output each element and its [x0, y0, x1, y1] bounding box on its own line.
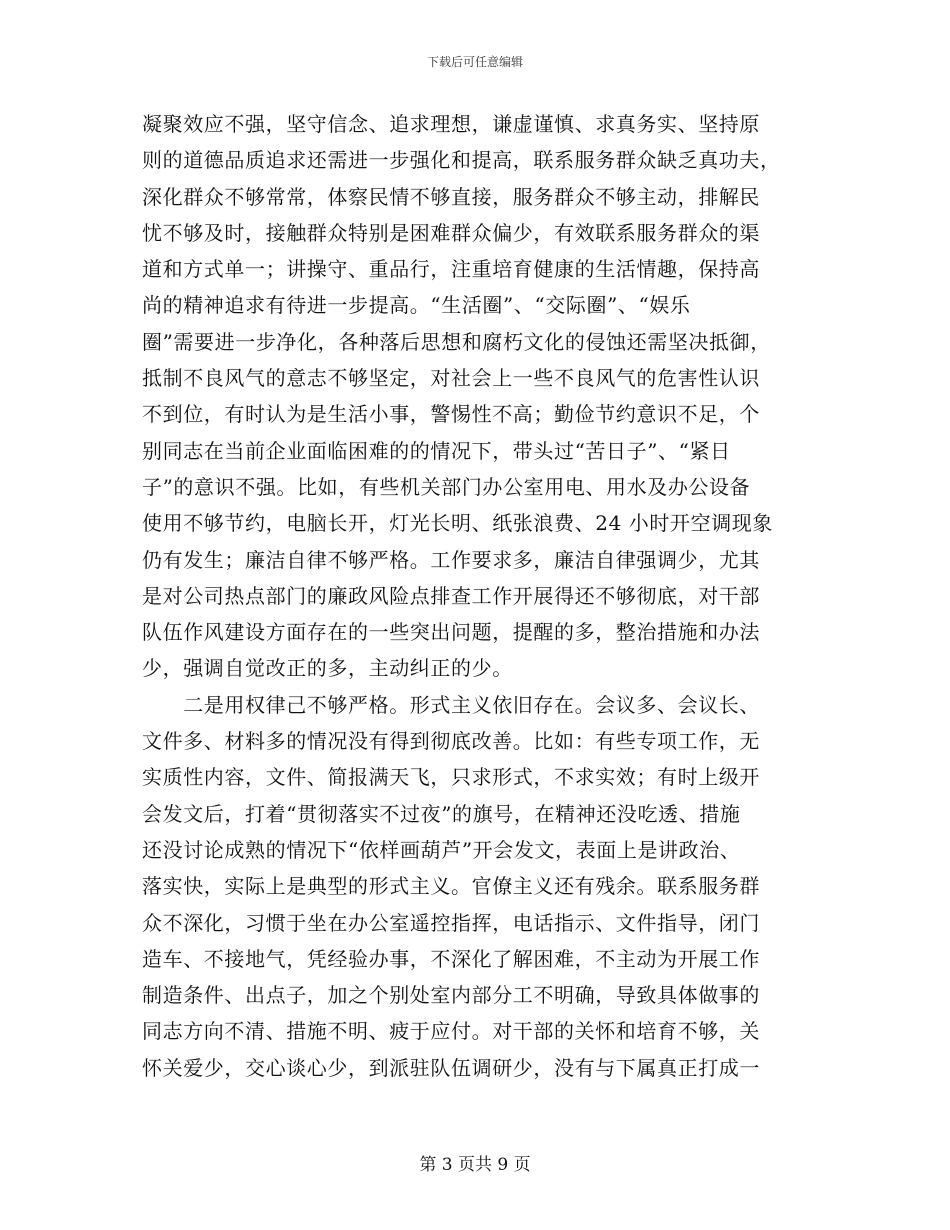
text-line: 怀关爱少，交心谈心少，到派驻队伍调研少，没有与下属真正打成一	[142, 1055, 760, 1080]
text-line: 子”的意识不强。比如，有些机关部门办公室用电、用水及办公设备	[142, 474, 751, 499]
text-line: 则的道德品质追求还需进一步强化和提高，联系服务群众缺乏真功夫，	[142, 148, 781, 173]
text-line: 文件多、材料多的情况没有得到彻底改善。比如：有些专项工作，无	[142, 729, 760, 754]
text-line: 同志方向不清、措施不明、疲于应付。对干部的关怀和培育不够，关	[142, 1019, 760, 1044]
text-line: 抵制不良风气的意志不够坚定，对社会上一些不良风气的危害性认识	[142, 366, 760, 391]
text-line: 尚的精神追求有待进一步提高。“生活圈”、“交际圈”、“娱乐	[142, 293, 691, 318]
document-body	[142, 106, 812, 1086]
text-line: 制造条件、出点子，加之个别处室内部分工不明确，导致具体做事的	[142, 983, 760, 1008]
text-line: 是对公司热点部门的廉政风险点排查工作开展得还不够彻底，对干部	[142, 583, 760, 608]
text-line: 二是用权律己不够严格。形式主义依旧存在。会议多、会议长、	[142, 692, 760, 717]
page-number-footer: 第 3 页共 9 页	[419, 1155, 531, 1175]
text-line: 道和方式单一；讲操守、重品行，注重培育健康的生活情趣，保持高	[142, 257, 760, 282]
text-line: 实质性内容，文件、简报满天飞，只求形式，不求实效；有时上级开	[142, 765, 760, 790]
text-line: 忧不够及时，接触群众特别是困难群众偏少，有效联系服务群众的渠	[142, 220, 760, 245]
text-line: 别同志在当前企业面临困难的的情况下，带头过“苦日子”、“紧日	[142, 438, 731, 463]
text-line: 凝聚效应不强，坚守信念、追求理想，谦虚谨慎、求真务实、坚持原	[142, 112, 760, 136]
text-line: 落实快，实际上是典型的形式主义。官僚主义还有残余。联系服务群	[142, 874, 760, 899]
text-line: 使用不够节约，电脑长开，灯光长明、纸张浪费、24 小时开空调现象	[142, 511, 774, 536]
text-line: 深化群众不够常常，体察民情不够直接，服务群众不够主动，排解民	[142, 184, 760, 209]
text-line: 少，强调自觉改正的多，主动纠正的少。	[142, 656, 513, 681]
page-header: 下载后可任意编辑	[426, 55, 523, 69]
text-line: 会发文后，打着“贯彻落实不过夜”的旗号，在精神还没吃透、措施	[142, 801, 741, 826]
text-line: 不到位，有时认为是生活小事，警惕性不高；勤俭节约意识不足，个	[142, 402, 760, 427]
text-line: 还没讨论成熟的情况下“依样画葫芦”开会发文，表面上是讲政治、	[142, 837, 741, 862]
text-line: 圈”需要进一步净化，各种落后思想和腐朽文化的侵蚀还需坚决抵御，	[142, 329, 771, 354]
text-line: 队伍作风建设方面存在的一些突出问题，提醒的多，整治措施和办法	[142, 620, 760, 645]
text-line: 造车、不接地气，凭经验办事，不深化了解困难，不主动为开展工作	[142, 946, 760, 971]
text-line: 众不深化，习惯于坐在办公室遥控指挥，电话指示、文件指导，闭门	[142, 910, 760, 935]
text-line: 仍有发生；廉洁自律不够严格。工作要求多，廉洁自律强调少，尤其	[142, 547, 760, 572]
